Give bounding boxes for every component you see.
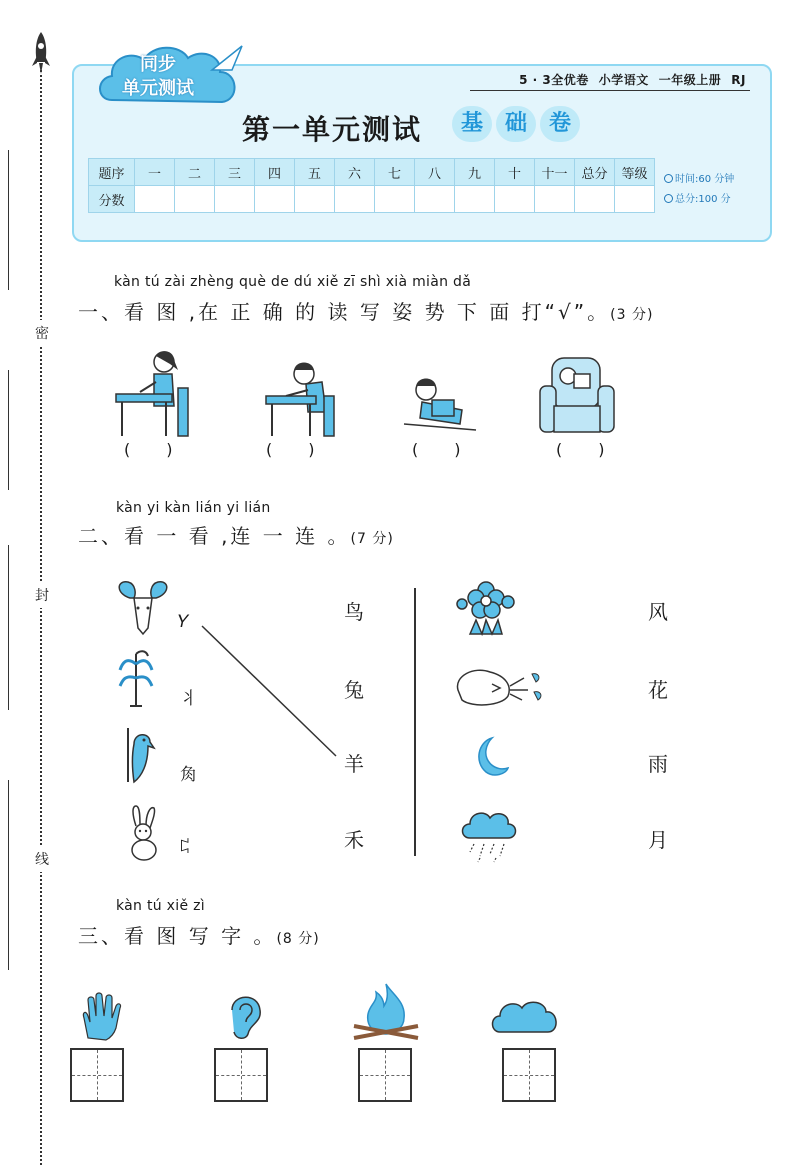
- left-char-4[interactable]: 禾: [344, 828, 364, 852]
- writing-grid-2[interactable]: [214, 1048, 268, 1102]
- moon-icon: [470, 736, 510, 778]
- binding-label-feng: 封: [34, 582, 50, 608]
- score-cell: 八: [415, 159, 455, 186]
- tag-char-1: 基: [452, 106, 492, 142]
- score-cell: 六: [335, 159, 375, 186]
- hand-icon: [76, 992, 126, 1042]
- q3-score: (8 分): [276, 931, 320, 947]
- ancient-glyph-bird: ⻇: [180, 765, 197, 785]
- badge-line1: 同步: [140, 54, 176, 75]
- paren-close: ): [166, 440, 209, 459]
- page-title: 第一单元测试: [242, 113, 423, 146]
- q3-title-text: 三、看 图 写 字 。: [78, 924, 277, 948]
- paren-open: (: [266, 440, 309, 459]
- grade-name: 一年级上册: [658, 73, 722, 87]
- edition-name: RJ: [731, 73, 746, 87]
- tag-char-2: 础: [496, 106, 536, 142]
- paren-open: (: [124, 440, 167, 459]
- q3-pinyin: kàn tú xiě zì: [116, 898, 205, 914]
- paren-close: ): [598, 440, 641, 459]
- score-cell: 四: [255, 159, 295, 186]
- right-char-3[interactable]: 雨: [648, 752, 668, 776]
- score-cell: 七: [375, 159, 415, 186]
- writing-grid-4[interactable]: [502, 1048, 556, 1102]
- exam-time: 时间:60 分钟: [675, 174, 735, 185]
- score-cell: 总分: [575, 159, 615, 186]
- right-char-4[interactable]: 月: [648, 828, 668, 852]
- binding-label-xian: 线: [34, 846, 50, 872]
- subject-name: 小学语文: [598, 73, 649, 87]
- ancient-glyph-rabbit: ꁊ: [178, 838, 192, 858]
- left-char-3[interactable]: 羊: [344, 752, 364, 776]
- score-row-label: 分数: [89, 186, 135, 213]
- tag-char-3: 卷: [540, 106, 580, 142]
- q2-title-text: 二、看 一 看 ,连 一 连 。: [78, 524, 351, 548]
- score-cell: 题序: [89, 159, 135, 186]
- q3-title: [78, 920, 320, 949]
- paren-close: ): [308, 440, 351, 459]
- ancient-glyph-rice: ⺦: [180, 689, 197, 709]
- right-char-1[interactable]: 风: [648, 600, 668, 624]
- fire-icon: [350, 980, 422, 1044]
- score-cell: 九: [455, 159, 495, 186]
- score-cell: 等级: [615, 159, 655, 186]
- q1-score: (3 分): [610, 307, 654, 323]
- paren-open: (: [556, 440, 599, 459]
- flower-icon: [452, 580, 518, 636]
- ancient-glyph-goat: 𝛶: [178, 612, 190, 632]
- left-char-2[interactable]: 兔: [344, 678, 364, 702]
- exam-total: 总分:100 分: [675, 194, 731, 205]
- cloud-icon: [488, 996, 562, 1036]
- binding-label-mi: 密: [34, 320, 50, 346]
- wind-icon: [452, 664, 548, 712]
- q1-title-text: 一、看 图 ,在 正 确 的 读 写 姿 势 下 面 打“√”。: [78, 300, 611, 324]
- right-char-2[interactable]: 花: [648, 678, 668, 702]
- badge-line2: 单元测试: [122, 78, 194, 99]
- score-cell: 十一: [535, 159, 575, 186]
- writing-grid-3[interactable]: [358, 1048, 412, 1102]
- paren-close: ): [454, 440, 497, 459]
- q1-pinyin: kàn tú zài zhèng què de dú xiě zī shì xià miàn dǎ: [114, 274, 472, 290]
- paren-open: (: [412, 440, 455, 459]
- q2-score: (7 分): [350, 531, 394, 547]
- score-cell: 五: [295, 159, 335, 186]
- q2-divider: [414, 588, 416, 856]
- q2-pinyin: kàn yi kàn lián yi lián: [116, 500, 271, 516]
- score-cell: 二: [175, 159, 215, 186]
- score-cell: 三: [215, 159, 255, 186]
- writing-grid-1[interactable]: [70, 1048, 124, 1102]
- score-cell: 一: [135, 159, 175, 186]
- series-name: 5 · 3全优卷: [519, 73, 589, 87]
- ear-icon: [224, 990, 264, 1042]
- rain-cloud-icon: [460, 808, 520, 864]
- score-cell: 十: [495, 159, 535, 186]
- left-char-1[interactable]: 鸟: [344, 600, 364, 624]
